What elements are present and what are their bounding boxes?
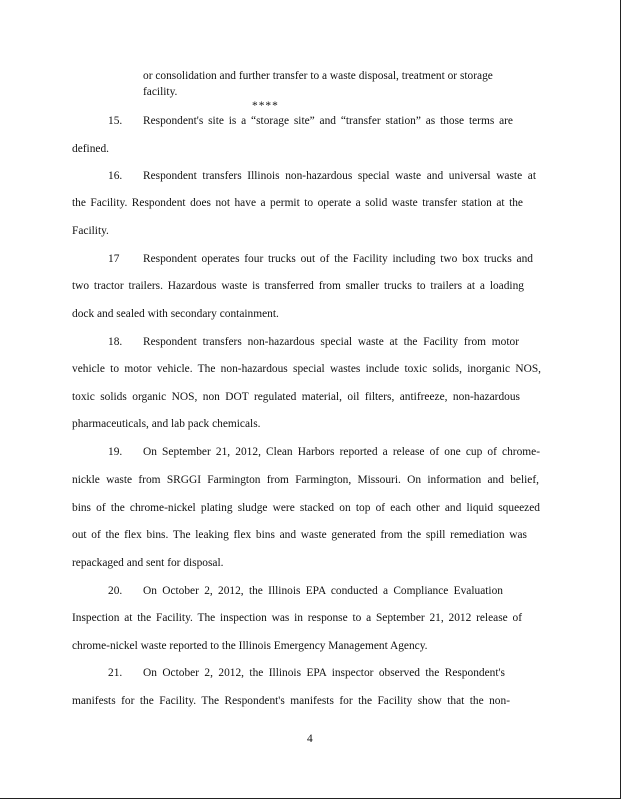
page-number: 4	[307, 733, 313, 745]
paragraph-16-line-1: Respondent transfers Illinois non-hazardous special waste and universal waste at	[143, 170, 536, 182]
paragraph-15-line-1: Respondent's site is a “storage site” and “transfer station” as those terms are	[143, 115, 513, 127]
paragraph-20-line-2: Inspection at the Facility. The inspection was in response to a September 21, 2012 release of	[72, 612, 522, 624]
paragraph-18-line-1: Respondent transfers non-hazardous special waste at the Facility from motor	[143, 336, 519, 348]
paragraph-20-number: 20.	[108, 585, 123, 597]
paragraph-18-line-4: pharmaceuticals, and lab pack chemicals.	[72, 418, 261, 430]
paragraph-16-line-2: the Facility. Respondent does not have a permit to operate a solid waste transfer station at the	[72, 197, 523, 209]
paragraph-17-line-3: dock and sealed with secondary containment.	[72, 308, 279, 320]
paragraph-19-line-2: nickle waste from SRGGI Farmington from Farmington, Missouri. On information and belief,	[72, 474, 539, 486]
paragraph-19-line-3: bins of the chrome-nickel plating sludge were stacked on top of each other and liquid squeezed	[72, 502, 540, 514]
paragraph-20-line-1: On October 2, 2012, the Illinois EPA conducted a Compliance Evaluation	[143, 585, 503, 597]
paragraph-21-number: 21.	[108, 667, 123, 679]
paragraph-19-line-4: out of the flex bins. The leaking flex bins and waste generated from the spill remediation was	[72, 529, 527, 541]
paragraph-17-number: 17	[108, 253, 120, 265]
paragraph-19-number: 19.	[108, 446, 123, 458]
quote-line-1: or consolidation and further transfer to a waste disposal, treatment or storage	[143, 70, 493, 82]
quote-line-2: facility.	[143, 86, 178, 98]
paragraph-16-number: 16.	[108, 170, 123, 182]
paragraph-17-line-1: Respondent operates four trucks out of the Facility including two box trucks and	[143, 253, 533, 265]
paragraph-15-line-2: defined.	[72, 143, 110, 155]
paragraph-21-line-1: On October 2, 2012, the Illinois EPA inspector observed the Respondent's	[143, 667, 505, 679]
paragraph-19-line-5: repackaged and sent for disposal.	[72, 557, 224, 569]
paragraph-17-line-2: two tractor trailers. Hazardous waste is transferred from smaller trucks to trailers at a loading	[72, 280, 524, 292]
asterisks-separator: ****	[252, 100, 279, 112]
paragraph-18-number: 18.	[108, 336, 123, 348]
paragraph-19-line-1: On September 21, 2012, Clean Harbors reported a release of one cup of chrome-	[143, 446, 540, 458]
paragraph-15-number: 15.	[108, 115, 123, 127]
paragraph-20-line-3: chrome-nickel waste reported to the Illinois Emergency Management Agency.	[72, 640, 428, 652]
paragraph-18-line-3: toxic solids organic NOS, non DOT regulated material, oil filters, antifreeze, non-hazardous	[72, 391, 520, 403]
paragraph-18-line-2: vehicle to motor vehicle. The non-hazardous special wastes include toxic solids, inorganic NOS,	[72, 363, 541, 375]
paragraph-16-line-3: Facility.	[72, 225, 109, 237]
paragraph-21-line-2: manifests for the Facility. The Respondent's manifests for the Facility show that the non-	[72, 695, 510, 707]
